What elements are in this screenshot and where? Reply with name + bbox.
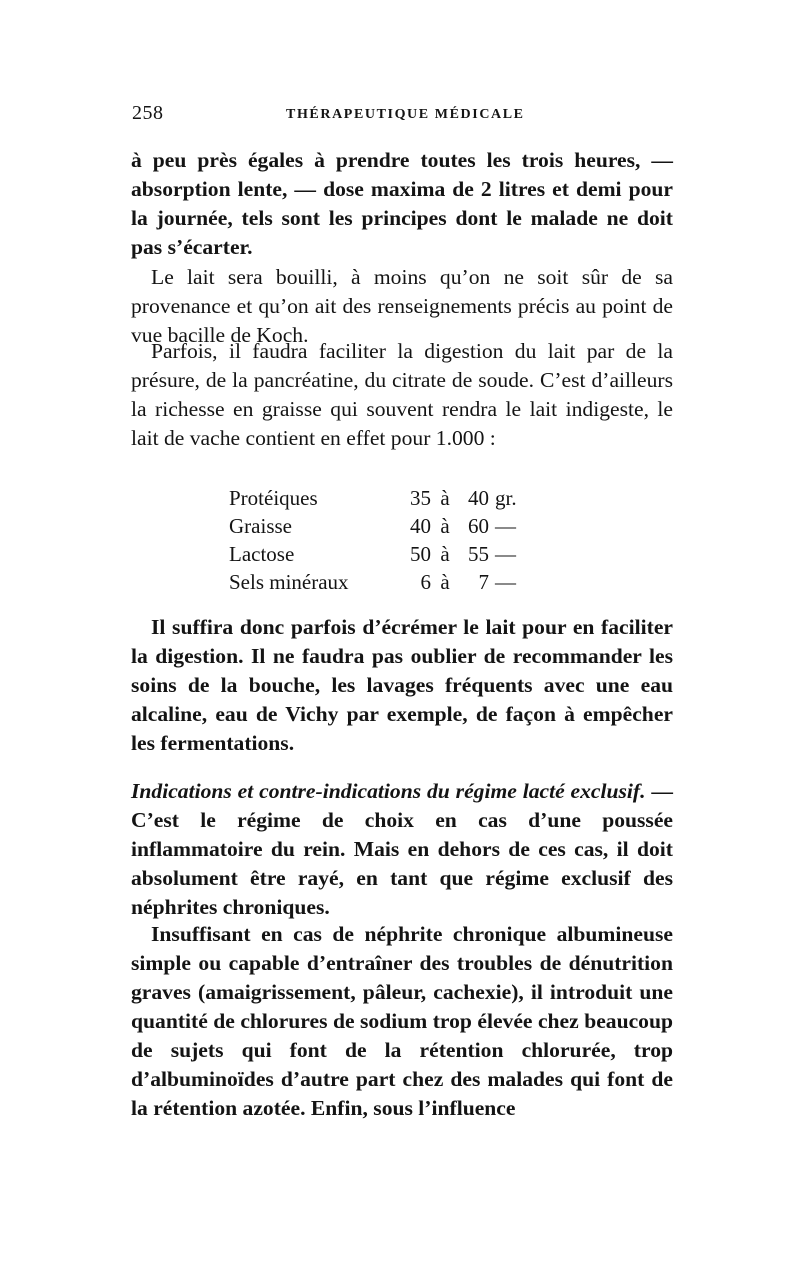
component-name: Sels minéraux <box>229 570 349 594</box>
range-separator: à <box>440 570 450 594</box>
section-body: — C’est le régime de choix en cas d’une poussée inflammatoire du rein. Mais en dehors de ces cas, il doit absolument être rayé, en tant que régime exclusif des néphrites chroniques. <box>131 779 674 919</box>
page-header <box>131 100 673 130</box>
milk-composition-table <box>229 484 535 596</box>
component-unit: — <box>495 570 516 594</box>
range-separator: à <box>440 486 450 510</box>
component-min: 40 <box>410 514 431 538</box>
component-name: Protéiques <box>229 486 318 510</box>
component-unit: — <box>495 542 516 566</box>
paragraph-boiled-milk: Le lait sera bouilli, à moins qu’on ne soit sûr de sa provenance et qu’on ait des renseignements précis au point de vue bacille de Koch. <box>131 265 673 347</box>
component-max: 60 <box>468 514 489 538</box>
range-separator: à <box>440 542 450 566</box>
component-min: 50 <box>410 542 431 566</box>
component-min: 35 <box>410 486 431 510</box>
table-row <box>229 484 535 512</box>
component-max: 55 <box>468 542 489 566</box>
running-title: THÉRAPEUTIQUE MÉDICALE <box>286 107 525 122</box>
section-heading: Indications et contre-indications du régime lacté exclusif. <box>131 779 646 803</box>
page-number: 258 <box>132 102 164 124</box>
table-row <box>229 540 535 568</box>
paragraph-indications <box>131 777 673 922</box>
paragraph-insufficiency: Insuffisant en cas de néphrite chronique albumineuse simple ou capable d’entraîner des troubles de dénutrition graves (amaigrissement, pâleur, cachexie), il introduit une quantité de chlorures de sodium trop élevée chez beaucoup de sujets qui font de la rétention chlorurée, trop d’albuminoïdes d’autre part chez des malades qui font de la rétention azotée. Enfin, sous l’influence <box>131 922 673 1120</box>
component-unit: gr. <box>495 486 517 510</box>
paragraph-milk-digestion: Parfois, il faudra faciliter la digestion du lait par de la présure, de la pancréatine, du citrate de soude. C’est d’ailleurs la richesse en graisse qui souvent rendra le lait indigeste, le lait de vache contient en effet pour 1.000 : <box>131 339 673 450</box>
component-min: 6 <box>420 570 431 594</box>
component-max: 40 <box>468 486 489 510</box>
component-unit: — <box>495 514 516 538</box>
table-row <box>229 568 535 596</box>
component-name: Lactose <box>229 542 295 566</box>
range-separator: à <box>440 514 450 538</box>
paragraph-regimen-principles: à peu près égales à prendre toutes les trois heures, — absorption lente, — dose maxima de 2 litres et demi pour la journée, tels sont les principes dont le malade ne doit pas s’écarter. <box>131 148 673 259</box>
table-row <box>229 512 535 540</box>
paragraph-skimming-advice: Il suffira donc parfois d’écrémer le lait pour en faciliter la digestion. Il ne faudra pas oublier de recommander les soins de la bouche, les lavages fréquents avec une eau alcaline, eau de Vichy par exemple, de façon à empêcher les fermentations. <box>131 615 673 755</box>
component-max: 7 <box>478 570 489 594</box>
component-name: Graisse <box>229 514 292 538</box>
